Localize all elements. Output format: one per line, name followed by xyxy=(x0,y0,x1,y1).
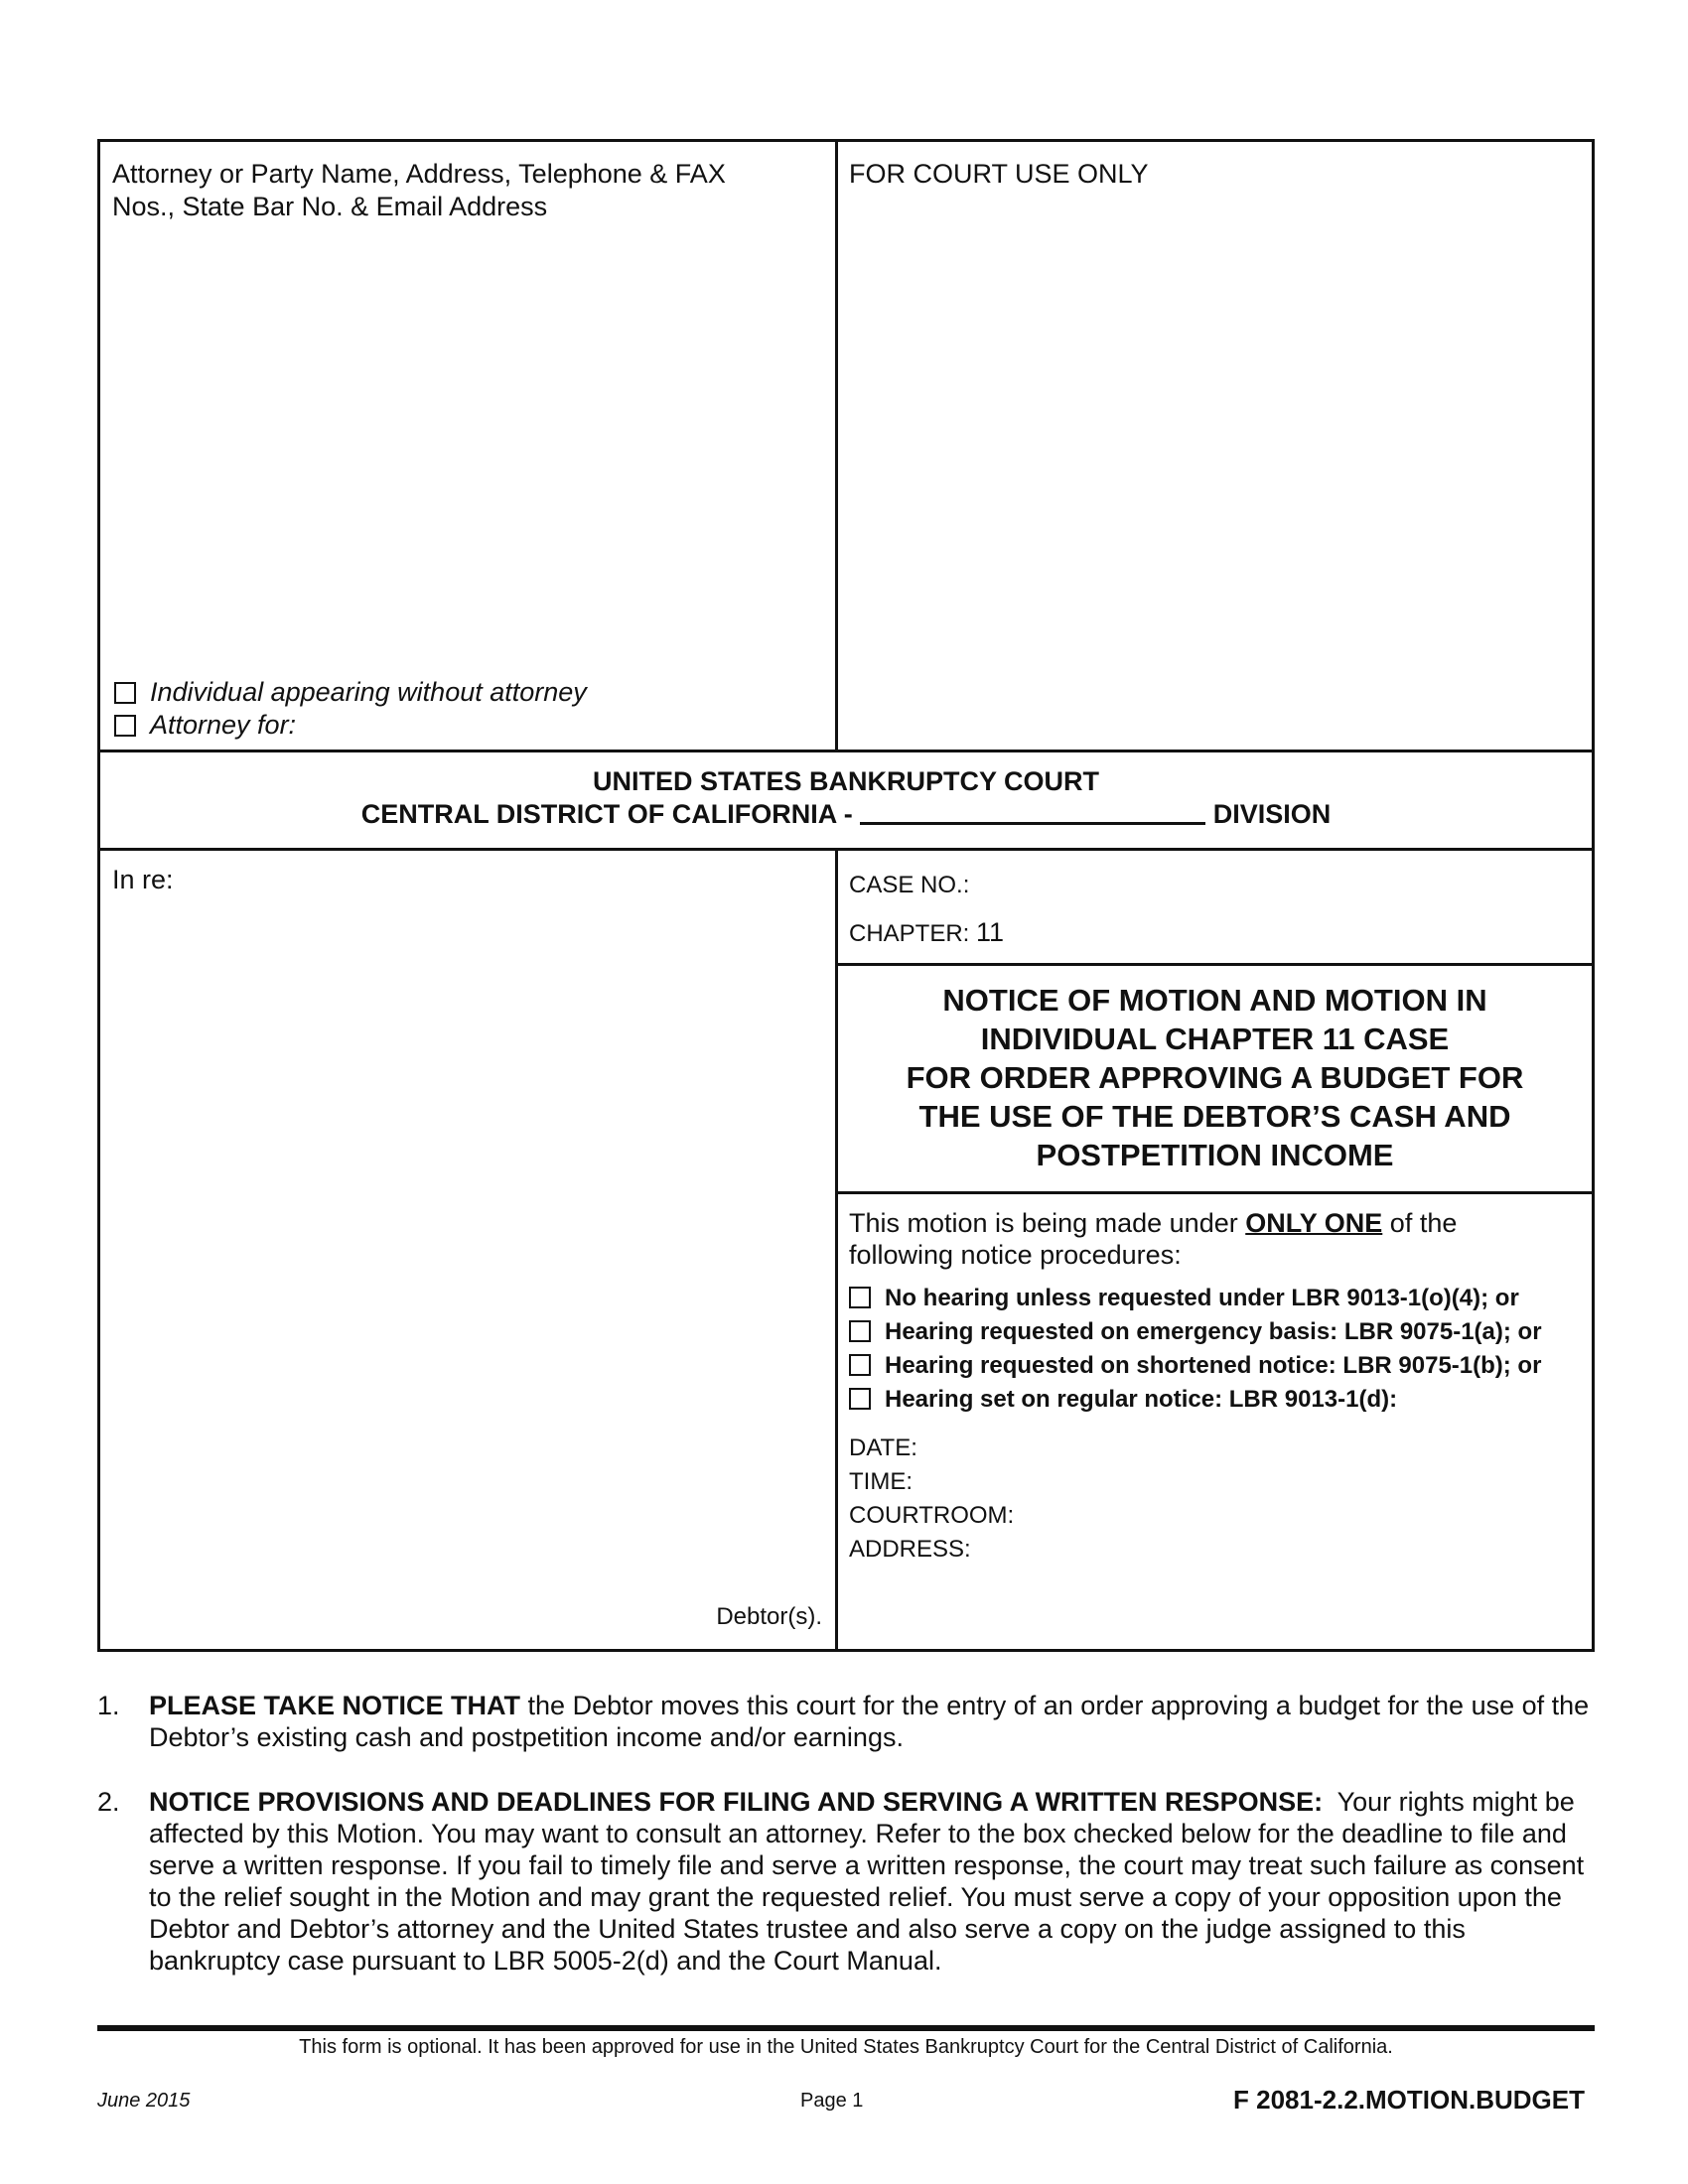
footer-page-number: Page 1 xyxy=(800,2090,864,2112)
attorney-checkboxes xyxy=(114,676,809,742)
individual-checkbox[interactable] xyxy=(114,682,136,704)
paragraph-2 xyxy=(97,1786,1595,1977)
hearing-address-label: ADDRESS: xyxy=(849,1536,971,1563)
hearing-time-label: TIME: xyxy=(849,1468,913,1495)
in-re-label: In re: xyxy=(112,865,174,894)
procedure-options xyxy=(849,1282,1584,1417)
hearing-courtroom-label: COURTROOM: xyxy=(849,1502,1015,1529)
hearing-date-label: DATE: xyxy=(849,1434,917,1461)
divider-horizontal-4 xyxy=(835,1191,1592,1194)
only-one-emphasis: ONLY ONE xyxy=(1245,1208,1383,1238)
caption-form xyxy=(97,139,1595,1652)
court-use-label: FOR COURT USE ONLY xyxy=(849,159,1149,189)
procedure-option: Hearing set on regular notice: LBR 9013-1(d): xyxy=(849,1383,1584,1417)
paragraph-text: the Debtor moves this court for the entry of an order approving a budget for the use of the Debtor’s existing cash and postpetition income and/or earnings. xyxy=(149,1691,1590,1752)
divider-horizontal-2 xyxy=(100,848,1592,851)
paragraph-1 xyxy=(97,1690,1595,1753)
court-name xyxy=(100,765,1592,831)
document-title: NOTICE OF MOTION AND MOTION IN INDIVIDUAL CHAPTER 11 CASE FOR ORDER APPROVING A BUDGET FOR THE USE OF THE DEBTOR’S CASH AND POSTPETITION INCOME xyxy=(906,983,1524,1172)
paragraph-lead: NOTICE PROVISIONS AND DEADLINES FOR FILING AND SERVING A WRITTEN RESPONSE: xyxy=(149,1787,1324,1817)
individual-checkbox-label: Individual appearing without attorney xyxy=(150,677,587,707)
procedure-checkbox[interactable] xyxy=(849,1320,871,1342)
procedure-option: Hearing requested on shortened notice: LBR 9075-1(b); or xyxy=(849,1349,1584,1383)
chapter-field xyxy=(849,916,1004,950)
paragraph-lead: PLEASE TAKE NOTICE THAT xyxy=(149,1691,521,1720)
paragraph-text: Your rights might be affected by this Motion. You may want to consult an attorney. Refer to the box checked below for the deadline to file and serve a written response. If you fail to timely file and serve a written response, the court may treat such failure as consent to the relief sought in the Motion and may grant the requested relief. You must serve a copy of your opposition upon the Debtor and Debtor’s attorney and the United States trustee and also serve a copy on the judge assigned to this bankruptcy case pursuant to LBR 5005-2(d) and the Court Manual. xyxy=(149,1787,1585,1976)
procedure-option: Hearing requested on emergency basis: LBR 9075-1(a); or xyxy=(849,1315,1584,1349)
footer-note: This form is optional. It has been approved for use in the United States Bankruptcy Court for the Central District of California. xyxy=(299,2036,1393,2058)
attorney-info-label: Attorney or Party Name, Address, Telephone & FAX Nos., State Bar No. & Email Address xyxy=(112,159,726,221)
procedures-intro: This motion is being made under ONLY ONE of the following notice procedures: xyxy=(849,1208,1458,1270)
hearing-details xyxy=(849,1432,1014,1567)
divider-horizontal-1 xyxy=(100,750,1592,752)
divider-vertical-top xyxy=(835,142,838,750)
division-blank[interactable] xyxy=(860,798,1205,825)
attorney-for-checkbox-label: Attorney for: xyxy=(150,710,297,740)
footer-rule xyxy=(97,2025,1595,2031)
procedure-checkbox[interactable] xyxy=(849,1287,871,1308)
procedure-checkbox[interactable] xyxy=(849,1354,871,1376)
footer-form-id: F 2081-2.2.MOTION.BUDGET xyxy=(1233,2085,1585,2115)
attorney-for-checkbox[interactable] xyxy=(114,715,136,737)
court-division-label: DIVISION xyxy=(1212,799,1332,829)
court-name-line1: UNITED STATES BANKRUPTCY COURT xyxy=(592,766,1099,796)
paragraph-number: 1. xyxy=(97,1691,120,1720)
procedure-checkbox[interactable] xyxy=(849,1388,871,1410)
procedure-option: No hearing unless requested under LBR 9013-1(o)(4); or xyxy=(849,1282,1584,1315)
paragraph-number: 2. xyxy=(97,1787,120,1817)
divider-vertical-bottom xyxy=(835,848,838,1649)
court-district: CENTRAL DISTRICT OF CALIFORNIA - xyxy=(360,799,853,829)
divider-horizontal-3 xyxy=(835,963,1592,966)
case-number-label: CASE NO.: xyxy=(849,872,970,898)
footer-date: June 2015 xyxy=(97,2090,191,2112)
chapter-label: CHAPTER: xyxy=(849,920,970,947)
chapter-value: 11 xyxy=(976,917,1005,947)
debtors-label: Debtor(s). xyxy=(716,1603,822,1630)
